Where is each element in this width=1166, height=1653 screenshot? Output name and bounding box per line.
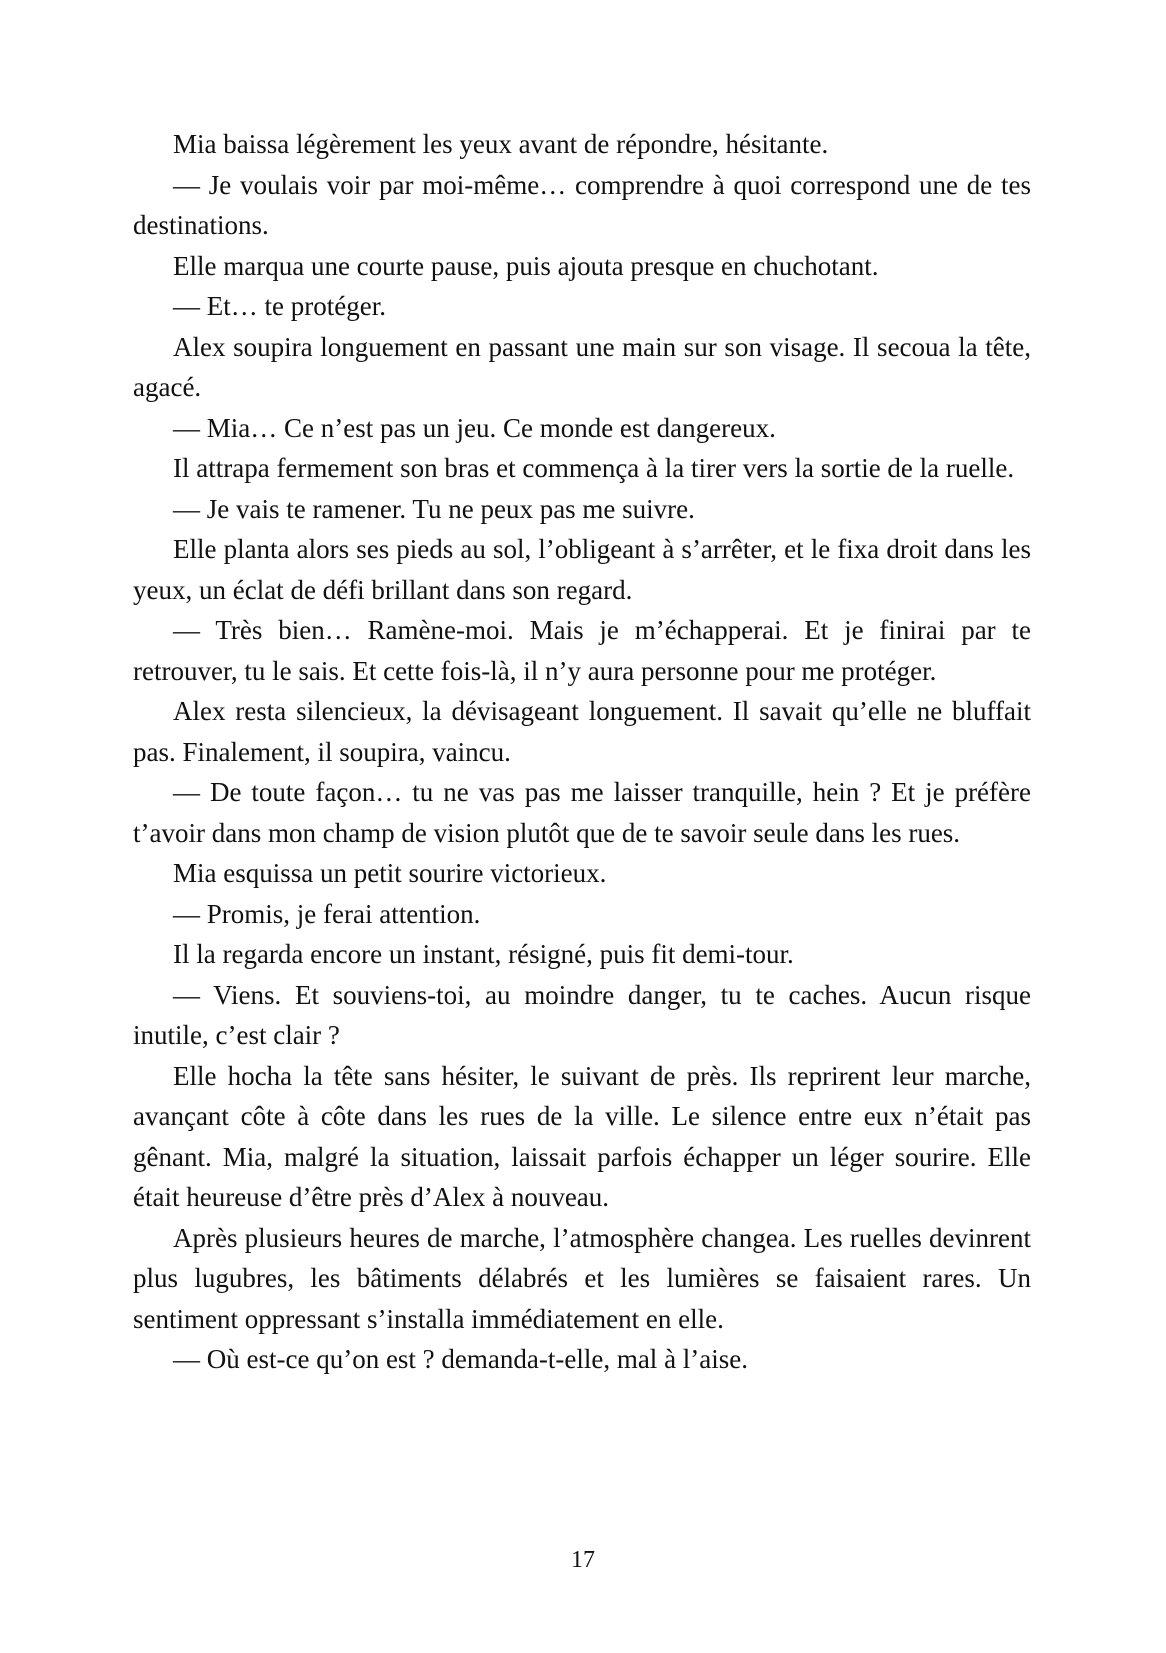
dialogue-line: — Viens. Et souviens-toi, au moindre danger, tu te caches. Aucun risque inutile, c’est clair ? bbox=[133, 979, 1031, 1050]
paragraph: Mia esquissa un petit sourire victorieux. bbox=[173, 858, 607, 888]
dialogue-line: — De toute façon… tu ne vas pas me laisser tranquille, hein ? Et je préfère t’avoir dans mon champ de vision plutôt que de te savoir seule dans les rues. bbox=[133, 777, 1031, 848]
paragraph: Il la regarda encore un instant, résigné, puis fit demi-tour. bbox=[173, 939, 794, 969]
dialogue-line: — Où est-ce qu’on est ? demanda-t-elle, mal à l’aise. bbox=[173, 1344, 749, 1374]
dialogue-line: — Et… te protéger. bbox=[173, 291, 386, 321]
dialogue-line: — Mia… Ce n’est pas un jeu. Ce monde est dangereux. bbox=[173, 412, 776, 443]
paragraph: Alex resta silencieux, la dévisageant longuement. Il savait qu’elle ne bluffait pas. Finalement, il soupira, vaincu. bbox=[133, 696, 1031, 767]
paragraph: Mia baissa légèrement les yeux avant de répondre, hésitante. bbox=[173, 129, 829, 159]
paragraph: Elle marqua une courte pause, puis ajouta presque en chuchotant. bbox=[173, 250, 879, 281]
dialogue-line: — Je voulais voir par moi-même… comprendre à quoi correspond une de tes destinations. bbox=[133, 169, 1031, 240]
paragraph: Elle planta alors ses pieds au sol, l’obligeant à s’arrêter, et le fixa droit dans les yeux, un éclat de défi brillant dans son regard. bbox=[133, 534, 1031, 605]
dialogue-line: — Promis, je ferai attention. bbox=[173, 898, 481, 929]
dialogue-line: — Très bien… Ramène-moi. Mais je m’échapperai. Et je finirai par te retrouver, tu le sais. Et cette fois-là, il n’y aura personne pour me protéger. bbox=[133, 615, 1031, 686]
paragraph: Alex soupira longuement en passant une main sur son visage. Il secoua la tête, agacé. bbox=[133, 331, 1031, 402]
dialogue-line: — Je vais te ramener. Tu ne peux pas me suivre. bbox=[173, 493, 695, 524]
paragraph: Après plusieurs heures de marche, l’atmosphère changea. Les ruelles devinrent plus lugubres, les bâtiments délabrés et les lumières se faisaient rares. Un sentiment oppressant s’installa immédiatement en elle. bbox=[133, 1222, 1031, 1334]
page-number: 17 bbox=[571, 1547, 595, 1573]
paragraph: Elle hocha la tête sans hésiter, le suivant de près. Ils reprirent leur marche, avançant côte à côte dans les rues de la ville. Le silence entre eux n’était pas gênant. Mia, malgré la situation, laissait parfois échapper un léger sourire. Elle était heureuse d’être près d’Alex à nouveau. bbox=[133, 1060, 1031, 1212]
paragraph: Il attrapa fermement son bras et commença à la tirer vers la sortie de la ruelle. bbox=[173, 453, 1015, 483]
body-text bbox=[133, 124, 1031, 1380]
